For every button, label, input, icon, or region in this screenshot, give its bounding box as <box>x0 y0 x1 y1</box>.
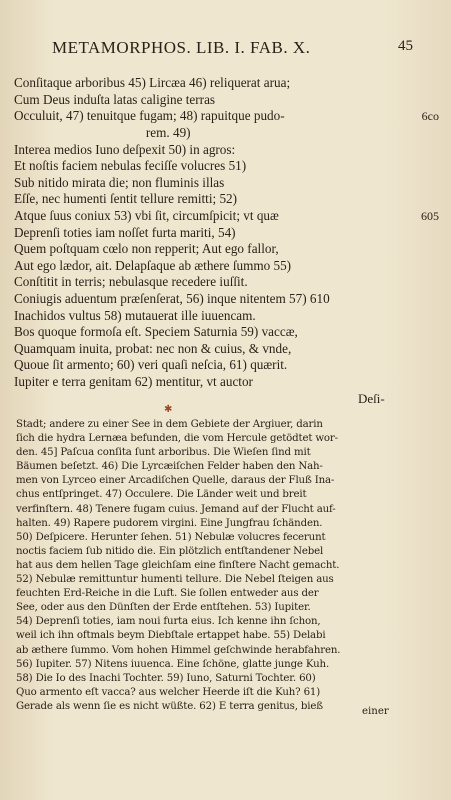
note-line: 52) Nebulæ remittuntur humenti tellure. Die Nebel ſteigen aus <box>16 574 334 586</box>
verse-line <box>14 158 439 175</box>
verse-text: Eſſe, nec humenti ſentit tellure remitti; 52) <box>14 191 238 207</box>
verse-line <box>14 241 439 258</box>
verse-line <box>14 208 439 225</box>
note-line: noctis faciem ſub nitido die. Ein plötzlich entſtandener Nebel <box>16 545 324 557</box>
verse-text: Quamquam inuita, probat: nec non & cuius, & vnde, <box>14 340 292 356</box>
note-line: ſich die hydra Lernæa befunden, die vom Hercule getödtet wor- <box>16 433 338 445</box>
verse-line <box>14 341 439 358</box>
note-line: Gerade als wenn ſie es nicht wüßte. 62) E terra genitus, bieß <box>16 700 323 712</box>
verse-text: Deprenſi toties iam noſſet furta mariti, 54) <box>14 224 236 240</box>
notes-catchword: einer <box>362 706 389 717</box>
note-line: den. 45] Paſcua conſita ſunt arboribus. Die Wieſen ſind mit <box>16 447 311 459</box>
verse-text: Conſtitit in terris; nebulasque recedere iuſſit. <box>14 274 248 290</box>
verse-line <box>14 75 439 92</box>
note-line: verfinſtern. 48) Tenere fugam cuius. Jemand auf der Flucht auf- <box>16 503 336 515</box>
verse-line <box>14 141 439 158</box>
note-line: 58) Die Io des Inachi Tochter. 59) Iuno, Saturni Tochter. 60) <box>16 672 316 684</box>
verse-line <box>14 175 439 192</box>
note-line: ab æthere ſummo. Vom hohen Himmel geſchwinde herabfahren. <box>16 644 341 656</box>
verse-line <box>14 125 439 142</box>
verse-line <box>14 108 439 125</box>
verse-line <box>14 92 439 109</box>
verse-line <box>14 224 439 241</box>
note-line: Quo armento eſt vacca? aus welcher Heerde iſt die Kuh? 61) <box>16 686 321 698</box>
verse-text: Sub nitido mirata die; non fluminis illas <box>14 174 225 190</box>
note-line: Bäumen beſetzt. 46) Die Lyrcæiſchen Felder haben den Nah- <box>16 461 323 473</box>
verse-text: Conſitaque arboribus 45) Lircæa 46) reliquerat arua; <box>14 75 291 91</box>
verse-text: Cum Deus induſta latas caligine terras <box>14 91 216 107</box>
note-line: Stadt; andere zu einer See in dem Gebiete der Argiuer, darin <box>16 419 323 430</box>
verse-line <box>14 324 439 341</box>
verse-text: Occuluit, 47) tenuitque fugam; 48) rapuitque pudo- <box>14 108 285 124</box>
running-head: METAMORPHOS. LIB. I. FAB. X. <box>52 38 311 57</box>
verse-text: Quem poſtquam cœlo non repperit; Aut ego fallor, <box>14 241 279 257</box>
german-notes-block <box>16 418 436 714</box>
note-line: hat aus dem hellen Tage gleichſam eine finſtere Nacht gemacht. <box>16 559 340 571</box>
note-line: halten. 49) Rapere pudorem virgini. Eine Jungfrau ſchänden. <box>16 517 323 529</box>
verse-line <box>14 307 439 324</box>
asterisk-ornament-icon: ✱ <box>164 404 173 415</box>
verse-line <box>14 258 439 275</box>
verse-text: rem. 49) <box>14 125 191 141</box>
verse-text: Interea medios Iuno deſpexit 50) in agros: <box>14 141 236 157</box>
note-line: men von Lyrceo einer Arcadiſchen Quelle, daraus der Fluß Ina- <box>16 475 335 487</box>
line-number: 605 <box>421 208 439 223</box>
verse-line <box>14 374 439 391</box>
page-number: 45 <box>398 38 413 54</box>
note-line: 54) Deprenſi toties, iam noui furta eius. Ich kenne ihn ſchon, <box>16 616 321 628</box>
verse-line <box>14 191 439 208</box>
verse-text: Iupiter e terra genitam 62) mentitur, vt auctor <box>14 373 253 389</box>
verse-text: Aut ego lædor, ait. Delapſaque ab æthere ſummo 55) <box>14 257 292 273</box>
note-line: See, oder aus den Dünſten der Erde entſtehen. 53) Iupiter. <box>16 602 311 614</box>
note-line: feuchten Erd-Reiche in die Luft. Sie ſollen entweder aus der <box>16 588 319 600</box>
verse-text: Quoue ſit armento; 60) veri quaſi neſcia, 61) quærit. <box>14 357 288 373</box>
verse-line <box>14 274 439 291</box>
note-line: weil ich ihn oftmals beym Diebſtale ertappet habe. 55) Delabi <box>16 630 326 642</box>
page-header <box>0 30 451 60</box>
verse-text: Inachidos vultus 58) mutauerat ille iuuencam. <box>14 307 256 323</box>
verse-text: Et noſtis faciem nebulas feciſſe volucres 51) <box>14 158 247 174</box>
line-number: 6co <box>421 108 439 123</box>
verse-line <box>14 291 439 308</box>
verse-text: Atque ſuus coniux 53) vbi ſit, circumſpicit; vt quæ <box>14 208 279 224</box>
note-line: chus entſpringet. 47) Occulere. Die Länder weit und breit <box>16 489 307 501</box>
verse-text: Coniugis aduentum præſenſerat, 56) inque nitentem 57) 610 <box>14 291 330 307</box>
note-line: 56) Iupiter. 57) Nitens iuuenca. Eine ſchöne, glatte junge Kuh. <box>16 658 330 670</box>
verse-catchword: Deſi- <box>358 391 385 406</box>
latin-verse-block <box>14 75 439 390</box>
note-line: 50) Deſpicere. Herunter ſehen. 51) Nebulæ volucres fecerunt <box>16 531 326 543</box>
verse-text: Bos quoque formoſa eſt. Speciem Saturnia 59) vaccæ, <box>14 324 298 340</box>
verse-line <box>14 357 439 374</box>
